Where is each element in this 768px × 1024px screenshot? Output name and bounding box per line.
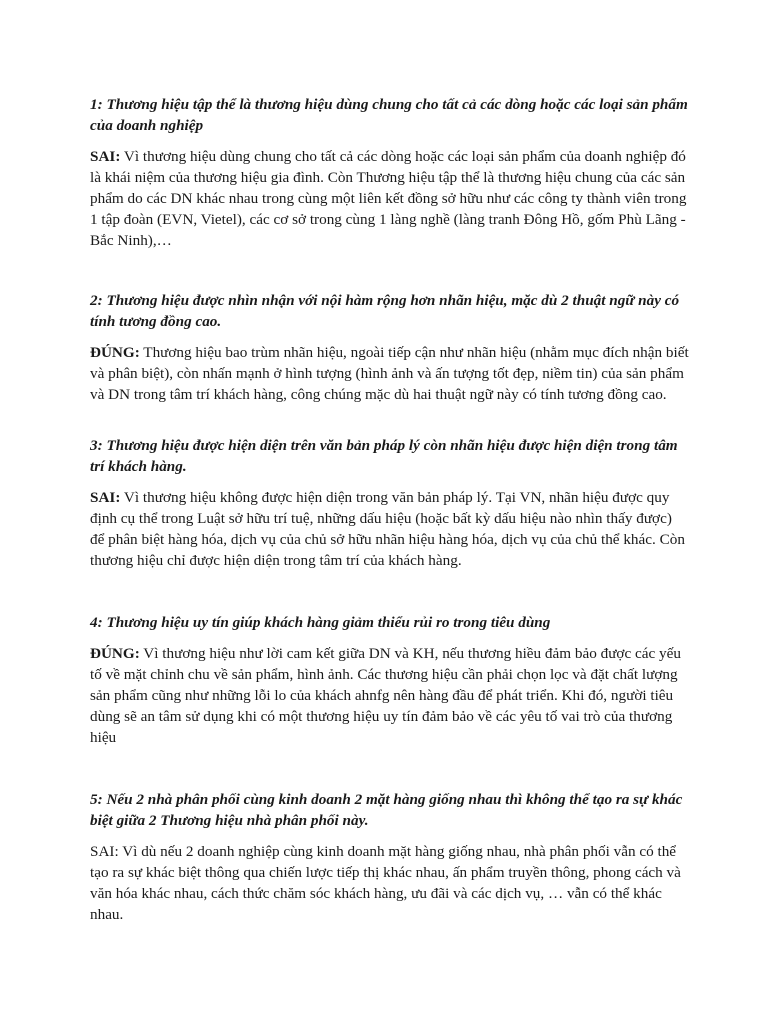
answer-text-3: Vì thương hiệu không được hiện diện trong văn bản pháp lý. Tại VN, nhãn hiệu được quy định cụ thể trong Luật sở hữu trí tuệ, những dấu hiệu (hoặc bất kỳ dấu hiệu nào nhìn thấy được) để phân biệt hàng hóa, dịch vụ của chủ sở hữu nhãn hiệu hàng hóa, dịch vụ của chủ thể khác. Còn thương hiệu chỉ được hiện diện trong tâm trí của khách hàng. [90, 489, 685, 569]
answer-text-2: Thương hiệu bao trùm nhãn hiệu, ngoài tiếp cận như nhãn hiệu (nhằm mục đích nhận biết và phân biệt), còn nhấn mạnh ở hình tượng (hình ảnh và ấn tượng tốt đẹp, niềm tin) của sản phẩm và DN trong tâm trí khách hàng, công chúng mặc dù hai thuật ngữ này có tính tương đồng cao. [90, 344, 689, 403]
qa-item-1 [90, 94, 690, 251]
answer-4 [90, 643, 690, 748]
answer-2 [90, 342, 690, 405]
answer-text-1: Vì thương hiệu dùng chung cho tất cả các dòng hoặc các loại sản phẩm của doanh nghiệp đó là khái niệm của thương hiệu gia đình. Còn Thương hiệu tập thể là thương hiệu chung của các sản phẩm do các DN khác nhau trong cùng một liên kết đồng sở hữu như các công ty thành viên trong 1 tập đoàn (EVN, Vietel), các cơ sở trong cùng 1 làng nghề (làng tranh Đông Hồ, gốm Phù Lãng - Bắc Ninh),… [90, 148, 687, 249]
qa-item-2 [90, 290, 690, 405]
question-2: 2: Thương hiệu được nhìn nhận với nội hàm rộng hơn nhãn hiệu, mặc dù 2 thuật ngữ này có tính tương đồng cao. [90, 292, 680, 330]
question-4: 4: Thương hiệu uy tín giúp khách hàng giảm thiểu rủi ro trong tiêu dùng [90, 614, 551, 631]
qa-item-3 [90, 435, 690, 571]
verdict-3: SAI: [90, 489, 121, 506]
question-5: 5: Nếu 2 nhà phân phối cùng kinh doanh 2 mặt hàng giống nhau thì không thể tạo ra sự khác biệt giữa 2 Thương hiệu nhà phân phối này. [90, 791, 683, 829]
answer-5 [90, 841, 690, 925]
verdict-4: ĐÚNG: [90, 645, 140, 662]
qa-item-5 [90, 789, 690, 925]
verdict-1: SAI: [90, 148, 121, 165]
answer-text-4: Vì thương hiệu như lời cam kết giữa DN và KH, nếu thương hiều đảm bảo được các yếu tố về mặt chỉnh chu về sản phẩm, hình ảnh. Các thương hiệu cần phải chọn lọc và đặt chất lượng sản phẩm cũng như những lỗi lo của khách ahnfg nên hàng đầu để phát triển. Khi đó, người tiêu dùng sẽ an tâm sử dụng khi có một thương hiệu uy tín đảm bảo về các yêu tố vai trò của thương hiệu [90, 645, 681, 746]
answer-1 [90, 146, 690, 251]
qa-item-4 [90, 612, 690, 748]
answer-text-5: SAI: Vì dù nếu 2 doanh nghiệp cùng kinh doanh mặt hàng giống nhau, nhà phân phối vẫn có thể tạo ra sự khác biệt thông qua chiến lược tiếp thị khác nhau, ấn phẩm truyền thông, phong cách và văn hóa khác nhau, cách thức chăm sóc khách hàng, ưu đãi và các dịch vụ, … vẫn có thể khác nhau. [90, 843, 681, 923]
question-1: 1: Thương hiệu tập thể là thương hiệu dùng chung cho tất cả các dòng hoặc các loại sản phẩm của doanh nghiệp [90, 96, 688, 134]
answer-3 [90, 487, 690, 571]
question-3: 3: Thương hiệu được hiện diện trên văn bản pháp lý còn nhãn hiệu được hiện diện trong tâm trí khách hàng. [90, 437, 678, 475]
verdict-2: ĐÚNG: [90, 344, 140, 361]
